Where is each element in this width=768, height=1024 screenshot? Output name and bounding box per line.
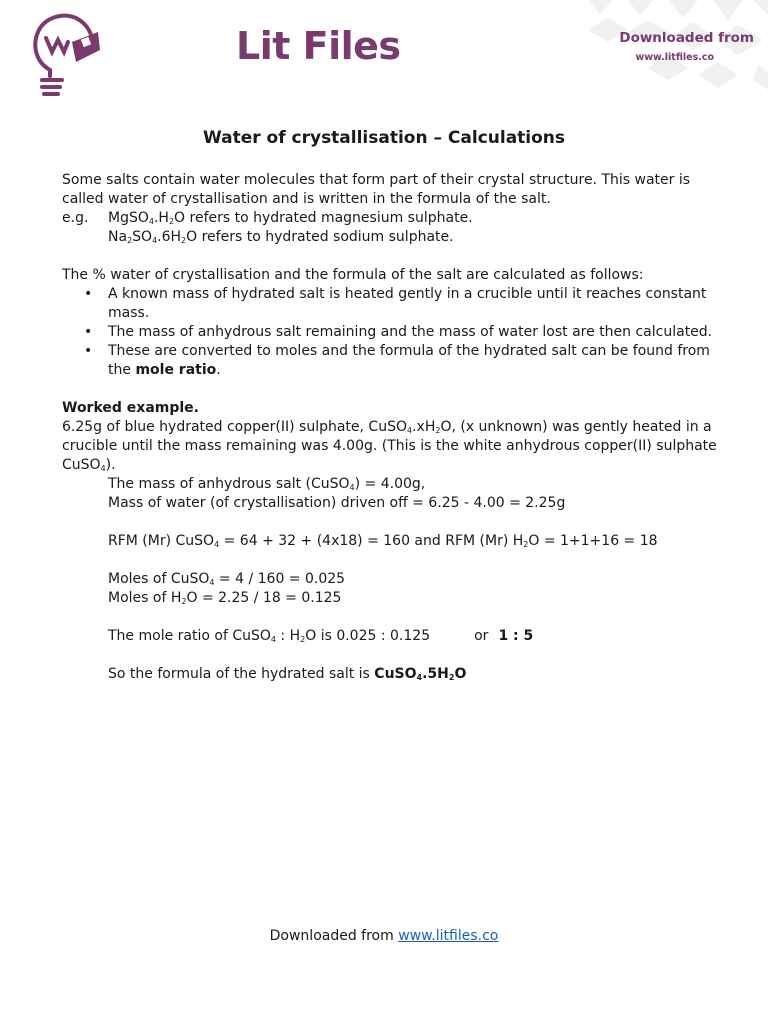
calc-line: So the formula of the hydrated salt is $CuSO_4.5H_2O$ [108, 666, 467, 682]
footer-text: Downloaded from [269, 928, 399, 944]
calc-line: Mass of water (of crystallisation) driven off = 6.25 - 4.00 = 2.25g [108, 495, 566, 511]
brand-name: Lit Files [236, 24, 401, 68]
intro-text: water of crystallisation and is written in the formula of the salt. [108, 191, 551, 207]
mole-ratio: 1 : 5 [498, 628, 534, 644]
list-item [62, 342, 720, 380]
download-label: Downloaded from [619, 30, 754, 46]
example-text: $MgSO_4.H_2O$ refers to hydrated magnesium sulphate. [108, 210, 473, 226]
example-line [62, 209, 720, 228]
intro-text: Some salts contain water molecules that form part of their crystal structure. This water is called [62, 172, 691, 207]
or-label: or [474, 628, 489, 644]
list-item-text: A known mass of hydrated salt is heated gently in a crucible until it reaches constant mass. [108, 286, 707, 321]
calc-line: The mole ratio of CuSO$_4$ : $H_2O$ is 0.025 : 0.125 or 1 : 5 [108, 628, 534, 644]
bullet-icon: • [84, 343, 93, 359]
lightbulb-logo-icon [28, 12, 104, 98]
calc-line: Moles of CuSO$_4$ = 4 / 160 = 0.025 [108, 571, 346, 587]
list-item-text: The mass of anhydrous salt remaining and the mass of water lost are then calculated. [108, 324, 713, 340]
list-item [62, 285, 720, 323]
worked-example-intro: 6.25g of blue hydrated copper(II) sulphate, $CuSO_4.xH_2O$, (x unknown) was gently heated in a crucible until the mass remaining was 4.00g. (This is the white anhydrous copper(II) sulphate CuSO$_4$). [62, 419, 717, 473]
bullet-icon: • [84, 324, 93, 340]
final-formula: $CuSO_4.5H_2O$ [374, 666, 467, 682]
page-title: Water of crystallisation – Calculations [202, 128, 566, 148]
list-item-text: These are converted to moles and the formula of the hydrated salt can be found from the mole ratio. [108, 343, 710, 378]
bullet-icon: • [84, 286, 93, 302]
document-body [62, 171, 720, 684]
intro-paragraph [62, 171, 720, 209]
example-line: $Na_2SO_4.6H_2O$ refers to hydrated sodium sulphate. [108, 229, 454, 245]
list-item [62, 323, 720, 342]
footer [0, 928, 768, 944]
calc-line: RFM (Mr) CuSO$_4$ = 64 + 32 + (4x18) = 160 and RFM (Mr) $H_2O = 1+1+16 = 18$ [108, 533, 658, 549]
worked-example-heading: Worked example. [62, 400, 199, 416]
method-lead: The % water of crystallisation and the formula of the salt are calculated as follows: [62, 267, 644, 283]
eg-label: e.g. [62, 210, 89, 226]
calc-line: The mass of anhydrous salt (CuSO$_4$) = 4.00g, [108, 476, 426, 492]
calc-line: Moles of $H_2O = 2.25 / 18 = 0.125$ [108, 590, 342, 606]
footer-link[interactable]: www.litfiles.co [398, 928, 499, 944]
download-site: www.litfiles.co [635, 52, 714, 63]
download-badge [619, 30, 754, 63]
